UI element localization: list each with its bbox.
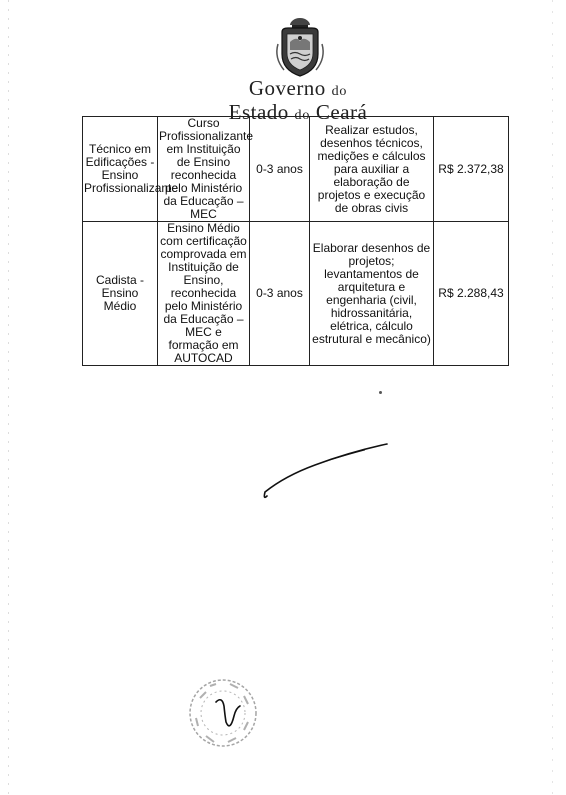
header-do-1: do	[331, 84, 348, 99]
scan-edge-right	[552, 0, 553, 795]
seal-stamp-icon	[186, 676, 260, 750]
cell-cargo: Cadista - Ensino Médio	[83, 222, 158, 366]
header-estado: Estado	[228, 100, 289, 124]
cell-salario: R$ 2.372,38	[434, 117, 509, 222]
header-do-2: do	[294, 108, 311, 123]
cell-cargo: Técnico em Edificações - Ensino Profissionalizante	[83, 117, 158, 222]
ink-dot	[379, 391, 382, 394]
header-line-1	[178, 78, 418, 102]
cell-atribuicoes: Elaborar desenhos de projetos; levantamentos de arquitetura e engenharia (civil, hidrossanitária, elétrica, cálculo estrutural e mecânico)	[310, 222, 434, 366]
table-row	[83, 117, 509, 222]
cell-salario: R$ 2.288,43	[434, 222, 509, 366]
coat-of-arms-icon	[272, 14, 328, 80]
table-row	[83, 222, 509, 366]
cell-experiencia: 0-3 anos	[250, 222, 310, 366]
job-positions-table	[82, 116, 509, 366]
cell-requisito: Curso Profissionalizante em Instituição de Ensino reconhecida pelo Ministério da Educação – MEC	[159, 116, 254, 221]
header-ceara: Ceará	[315, 100, 368, 124]
header-governo: Governo	[248, 76, 326, 100]
cell-experiencia: 0-3 anos	[250, 117, 310, 222]
scan-edge-left	[8, 0, 9, 795]
signature-icon	[255, 440, 395, 510]
cell-atribuicoes: Realizar estudos, desenhos técnicos, medições e cálculos para auxiliar a elaboração de projetos e execução de obras civis	[310, 117, 434, 222]
cell-requisito: Ensino Médio com certificação comprovada em Instituição de Ensino, reconhecida pelo Ministério da Educação – MEC e formação em AUTOCAD	[158, 222, 250, 366]
